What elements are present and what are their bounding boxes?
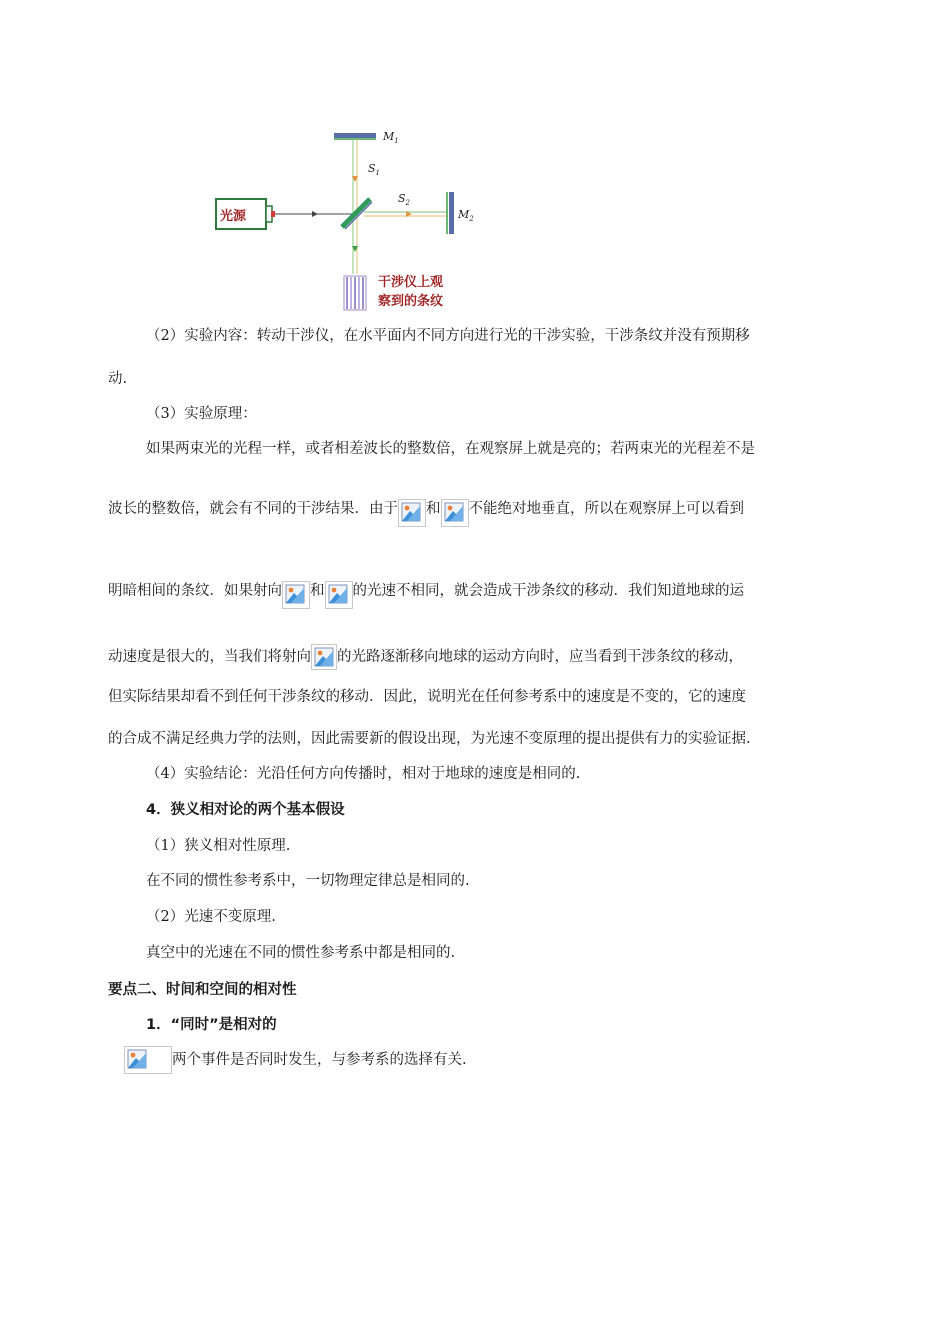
beam-splitter bbox=[342, 199, 370, 227]
broken-image-icon bbox=[282, 581, 310, 609]
paragraph-3-line5: 但实际结果却看不到任何干涉条纹的移动．因此，说明光在任何参考系中的速度是不变的，它的速度 bbox=[108, 689, 746, 705]
p3-line2-text-a: 波长的整数倍，就会有不同的干涉结果．由于 bbox=[108, 501, 398, 517]
paragraph-3-line4 bbox=[108, 644, 743, 670]
paragraph-3-title: （3）实验原理： bbox=[146, 406, 257, 422]
fringe-caption-line1: 干涉仪上观 bbox=[378, 275, 444, 290]
fringe-caption-line2: 察到的条纹 bbox=[378, 294, 444, 309]
label-s1: $S_1$ bbox=[368, 162, 381, 177]
p3-line2-text-b: 和 bbox=[426, 501, 441, 517]
label-s2: $S_2$ bbox=[398, 192, 411, 207]
heading-4-2: （2）光速不变原理. bbox=[146, 909, 276, 925]
section-2-1-line bbox=[124, 1046, 467, 1074]
mirror-m1 bbox=[334, 133, 376, 138]
broken-image-icon bbox=[441, 499, 469, 527]
heading-4-1: （1）狭义相对性原理. bbox=[146, 838, 291, 854]
paragraph-2-line1: （2）实验内容：转动干涉仪，在水平面内不同方向进行光的干涉实验，干涉条纹并没有预期移 bbox=[146, 328, 750, 344]
broken-image-icon bbox=[311, 644, 337, 670]
heading-4-2-text: 真空中的光速在不同的惯性参考系中都是相同的. bbox=[146, 945, 456, 961]
p3-line3-text-a: 明暗相间的条纹．如果射向 bbox=[108, 583, 282, 599]
paragraph-3-line6: 的合成不满足经典力学的法则，因此需要新的假设出现，为光速不变原理的提出提供有力的实验证据. bbox=[108, 731, 751, 747]
heading-4-1-text: 在不同的惯性参考系中，一切物理定律总是相同的. bbox=[146, 873, 470, 889]
section-2-1-text: 两个事件是否同时发生，与参考系的选择有关. bbox=[172, 1052, 467, 1068]
broken-image-icon bbox=[398, 499, 426, 527]
p3-line3-text-b: 和 bbox=[310, 583, 325, 599]
light-source-label: 光源 bbox=[220, 209, 247, 224]
section-2-1-heading: 1．“同时”是相对的 bbox=[146, 1017, 277, 1033]
p3-line4-text-a: 动速度是很大的，当我们将射向 bbox=[108, 649, 311, 665]
heading-4: 4．狭义相对论的两个基本假设 bbox=[146, 802, 345, 818]
broken-image-icon bbox=[124, 1046, 172, 1074]
mirror-m2 bbox=[449, 192, 454, 234]
paragraph-2-line2: 动. bbox=[108, 371, 128, 387]
label-m1: $M_1$ bbox=[383, 130, 399, 145]
paragraph-3-line1: 如果两束光的光程一样，或者相差波长的整数倍，在观察屏上就是亮的；若两束光的光程差不是 bbox=[146, 441, 755, 457]
section-2-heading: 要点二、时间和空间的相对性 bbox=[108, 982, 297, 998]
p3-line2-text-c: 不能绝对地垂直，所以在观察屏上可以看到 bbox=[468, 501, 744, 517]
label-m2: $M_2$ bbox=[458, 208, 474, 223]
p3-line3-text-c: 的光速不相同，就会造成干涉条纹的移动．我们知道地球的运 bbox=[352, 583, 744, 599]
paragraph-3-line3 bbox=[108, 581, 744, 609]
p3-line4-text-b: 的光路逐渐移向地球的运动方向时，应当看到干涉条纹的移动， bbox=[337, 649, 743, 665]
paragraph-4: （4）实验结论：光沿任何方向传播时，相对于地球的速度是相同的. bbox=[146, 766, 581, 782]
michelson-interferometer-diagram bbox=[214, 126, 484, 312]
interference-fringes bbox=[344, 276, 366, 310]
paragraph-3-line2 bbox=[108, 499, 744, 527]
broken-image-icon bbox=[325, 581, 353, 609]
